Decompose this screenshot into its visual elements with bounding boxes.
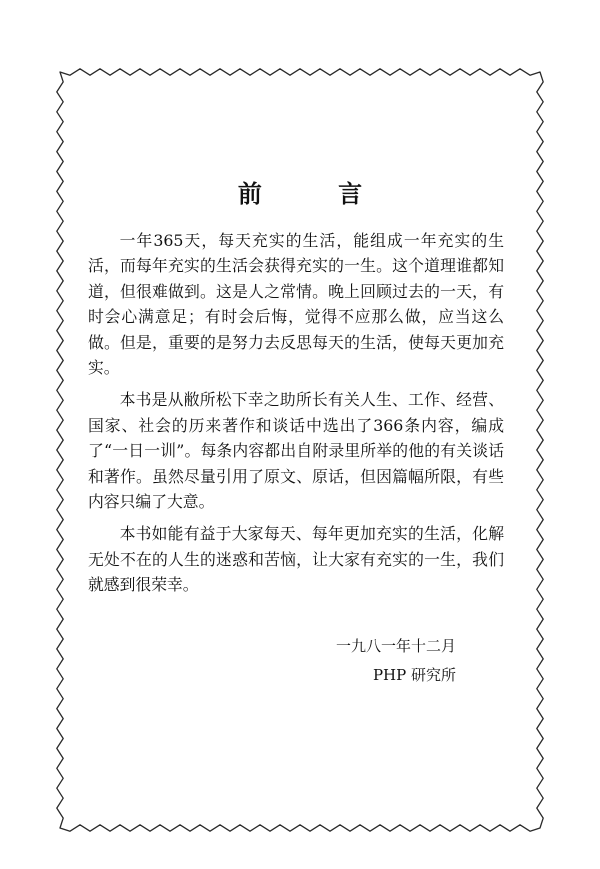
paragraph-1: 一年365天，每天充实的生活，能组成一年充实的生活，而每年充实的生活会获得充实的一生。这个道理谁都知道，但很难做到。这是人之常情。晚上回顾过去的一天，有时会心满意足；有时会后悔，觉得不应那么做，应当这么做。但是，重要的是努力去反思每天的生活，使每天更加充实。 bbox=[88, 231, 504, 378]
paragraph-3: 本书如能有益于大家每天、每年更加充实的生活，化解无处不在的人生的迷惑和苦恼，让大家有充实的一生，我们就感到很荣幸。 bbox=[88, 524, 504, 595]
preface-body bbox=[88, 228, 504, 605]
page-title: 前 言 bbox=[237, 180, 397, 208]
signature-date: 一九八一年十二月 bbox=[335, 637, 456, 655]
signature-org: PHP 研究所 bbox=[372, 666, 456, 684]
paragraph-2: 本书是从敝所松下幸之助所长有关人生、工作、经营、国家、社会的历来著作和谈话中选出了366条内容，编成了“一日一训”。每条内容都出自附录里所举的他的有关谈话和著作。虽然尽量引用了原文、原话，但因篇幅所限，有些内容只编了大意。 bbox=[88, 390, 504, 512]
